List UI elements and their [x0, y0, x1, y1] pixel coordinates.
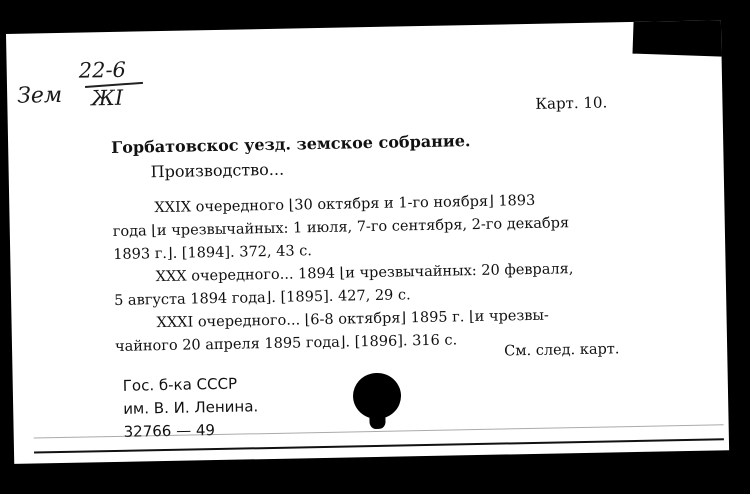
library-line-2: им. В. И. Ленина. [123, 397, 259, 418]
entry-line: 1893 г.⌋. [1894]. 372, 43 с. [113, 243, 313, 263]
entry-line: XXXI очередного... ⌊6-8 октября⌋ 1895 г. ⌊и чрезвы- [156, 307, 550, 332]
library-line-1: Гос. б-ка СССР [122, 374, 238, 395]
entry-line: XXIX очередного ⌊30 октября и 1-го ноября⌋ 1893 [154, 192, 536, 217]
entry-line: XXX очередного... 1894 ⌊и чрезвычайных: 20 февраля, [155, 261, 574, 286]
catalog-card [6, 20, 729, 464]
see-next-card: См. след. карт. [504, 341, 620, 360]
handwritten-code: 22-6 [78, 57, 127, 83]
library-line-3: 32766 — 49 [123, 421, 216, 441]
entry-line: 5 августа 1894 года⌋. [1895]. 427, 29 с. [113, 287, 411, 309]
handwritten-zem: Зем [16, 82, 63, 109]
entry-line: чайного 20 апреля 1895 года⌋. [1896]. 316 с. [114, 332, 458, 355]
card-number: Карт. 10. [535, 93, 608, 113]
ink-stamp [353, 372, 402, 419]
card-subtitle: Производство... [150, 159, 285, 182]
card-corner-shadow [633, 20, 724, 56]
card-title: Горбатовскос уезд. земское собрание. [111, 131, 471, 157]
card-bottom-rule [34, 438, 724, 453]
entry-line: года ⌊и чрезвычайных: 1 июля, 7-го сентября, 2-го декабря [112, 215, 570, 240]
handwritten-sub: ЖI [91, 85, 124, 111]
